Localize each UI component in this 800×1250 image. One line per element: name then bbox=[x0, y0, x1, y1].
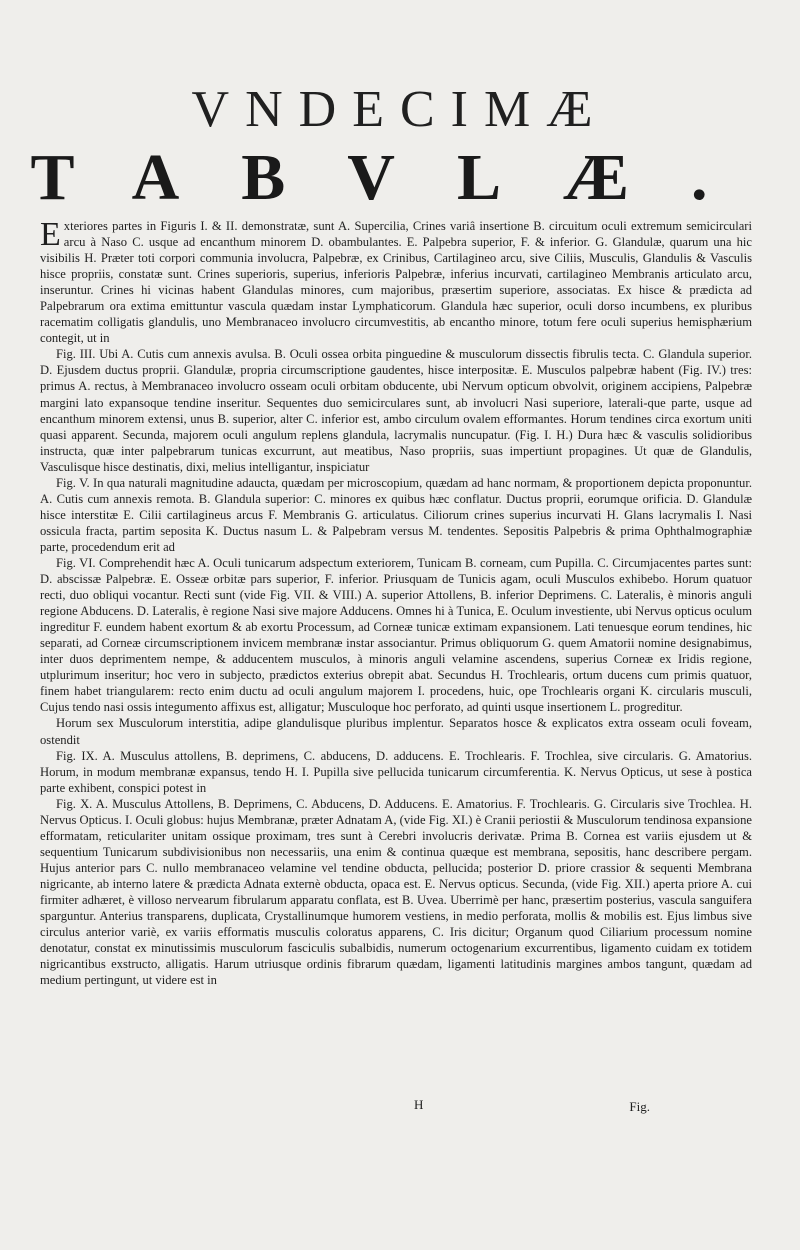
signature-mark: H bbox=[414, 1097, 424, 1112]
paragraph-2: Fig. III. Ubi A. Cutis cum annexis avulsa. B. Oculi ossea orbita pinguedine & musculorum dissectis fibrulis tecta. C. Glandula superior. D. Ejusdem ductus proprii. Glandulæ, propria circumscriptione gaudentes, hisce interpositæ. E. Musculos palpebræ habent (Fig. IV.) tres: primus A. rectus, à Membranaceo involucro osseam oculi orbitam obducente, ubi Nervum opticum obvolvit, originem accipiens, Palpebræ margini lato expansoque tendine inseritur. Sequentes duo semicirculares sunt, ab involucri Nasi superiore, laterali-que parte, usque ad encanthum minorem extensi, unus B. superior, alter C. inferior est, ambo circulum ovalem efformantes. Horum tendines circa exortum uniti quasi apparent. Secunda, majorem oculi angulum replens glandula, lacrymalis nuncupatur. (Fig. I. H.) Dura hæc & vasculis solidioribus instructa, quæ inter palpebrarum tunicas excurrunt, aut meatibus, Naso propriis, suas impertiunt propagines. Ut quæ de Glandulis, Vasculisque hisce destinatis, dixi, melius intelligantur, inspiciatur bbox=[40, 347, 752, 474]
page-title-line2: TABVLÆ. bbox=[30, 141, 770, 214]
paragraph-6: Fig. IX. A. Musculus attollens, B. deprimens, C. abducens, D. adducens. E. Trochlearis. F. Trochlea, sive circularis. G. Amatorius. Horum, in modum membranæ expansus, tendo H. I. Pupilla sive pellucida tunicarum circumferentia. K. Nervus Opticus, ut sese à postica parte exhibent, conspici potest in bbox=[40, 748, 752, 795]
paragraph-4: Fig. VI. Comprehendit hæc A. Oculi tunicarum adspectum exteriorem, Tunicam B. corneam, cum Pupilla. C. Circumjacentes partes sunt: D. abscissæ Palpebræ. E. Osseæ orbitæ pars superior, F. inferior. Priusquam de Tunicis agam, oculi Musculos exhibebo. Horum quatuor recti, duo obliqui vocantur. Recti sunt (vide Fig. VII. & VIII.) A. superior Attollens, B. inferior Deprimens. C. Lateralis, è minoris anguli regione Abducens. D. Lateralis, è regione Nasi sive majore Adducens. Omnes hi à Tunica, E. Oculum investiente, ubi Nervus opticus oculum ingreditur F. eundem habent exortum & ab exortu Processum, ad Corneæ tunicæ extimam expansionem. Lati tenuesque eorum tendines, hic separati, ad Corneæ circumscriptionem invicem membranæ instar associantur. Primus obliquorum G. quem Amatorii nomine designabimus, inter duos deprimentem nempe, & adducentem musculos, à minoris anguli velamine ascendens, superius Corneæ ex Iridis regione, utplurimum inseritur; hoc vero in subjecto, prædictos exterius obrepit abat. Secundus H. Trochlearis, ortum ducens cum primis quatuor, finem habet triangularem: recto enim ductu ad oculi angulum majorem I. procedens, huic, ope Trochlearis organi K. circularis musculi, Cujus tendo nasi ossis integumento affixus est, alligatur; Musculoque hoc perforato, ad quinti usque insertionem L. progreditur. bbox=[40, 555, 752, 715]
paragraph-text: xteriores partes in Figuris I. & II. demonstratæ, sunt A. Supercilia, Crines variâ insertione B. circuitum oculi extremum semicirculari arcu à Naso C. usque ad encanthum minorem D. obambulantes. E. Palpebra superior, F. & inferior. G. Glandulæ, quarum una hic visibilis H. Præter toti corpori communia involucra, Palpebræ, ex Crinibus, Cartilagineo arcu, sive Ciliis, Musculis, Glandulis & Vasculis hisce propriis, constatæ sunt. Crines superioris, superius, inferioris Palpebræ, inferius incurvati, cartilagineo Membranis articulato arcu, inseruntur. Crines hi vicinas habent Glandulas minores, cum majoribus, præsertim superiore, associatas. Ex hisce & prædicta ad Palpebrarum ora extima emittuntur vascula quædam instar Lymphaticorum. Glandula hæc superior, oculi dorso incumbens, ex pluribus racematim colligatis glandulis, uno Membranaceo involucro circumvestitis, ab encantho minore, totum fere oculi superius hemisphærium contegit, ut in bbox=[40, 219, 752, 346]
drop-cap: E bbox=[40, 216, 61, 253]
paragraph-3: Fig. V. In qua naturali magnitudine adaucta, quædam per microscopium, quædam ad hanc normam, & proportionem depicta proponuntur. A. Cutis cum annexis remota. B. Glandula superior: C. minores ex quibus hæc conflatur. Ductus proprii, eorumque orificia. D. Glandulæ hisce interstitæ E. Cilii cartilagineus arcus F. Membranis G. articulatus. Ciliorum crines superius incurvati H. Glans lacrymalis I. Nasi ossicula fracta, partim seposita K. Ductus nasum L. & Palpebram versus M. tendentes. Sepositis Palpebris & prima Ophthalmographiæ parte, procedendum erit ad bbox=[40, 475, 752, 554]
paragraph-1 bbox=[40, 218, 752, 346]
paragraph-7: Fig. X. A. Musculus Attollens, B. Deprimens, C. Abducens, D. Adducens. E. Amatorius. F. Trochlearis. G. Circularis sive Trochlea. H. Nervus Opticus. I. Oculi globus: hujus Membranæ, præter Adnatam A, (vide Fig. XI.) è Cranii periostii & Musculorum tendinosa expansione efformatam, reticulariter unitam ossique proximam, tres sunt à Cerebri involucris derivatæ. Prima B. Cornea est variis ejusdem ut & sequentium Tunicarum subdivisionibus non necessariis, una enim & continua quæque est membrana, sepositis, hanc describere pergam. Hujus anterior pars C. nullo membranaceo velamine vel tendine obducta, pellucida; posterior D. priore crassior & sequenti Membrana nigricante, ab interno latere & prædicta Adnata externè obducta, opaca est. E. Nervus opticus. Secunda, (vide Fig. XII.) aperta priore A. cui firmiter adhæret, è villoso nervearum fibrularum apparatu conflata, est B. Uvea. Uberrimè per hanc, præsertim posterius, vascula sanguifera sparguntur. Anterius transparens, duplicata, Crystallinumque humorem vestiens, in medio perforata, mollis & mobilis est. Ejus limbus sive circulus anterior variè, ex variis efformatis musculis coloratus apparens, C. Iris dicitur; Organum quod Ciliarium processum nomine denotatur, constat ex minutissimis musculorum fasciculis subalbidis, numerum octogenarium excurrentibus, ligamento cuidam ex totidem nigricantibus exstructo, alligatis. Harum utriusque ordinis fibrarum quædam, ligamenti latitudinis margines ambos tangunt, quædam ad medium pertingunt, ut videre est in bbox=[40, 796, 752, 988]
body-text bbox=[40, 218, 752, 988]
page-title-line1: VNDECIMÆ bbox=[191, 81, 609, 138]
paragraph-5: Horum sex Musculorum interstitia, adipe glandulisque pluribus implentur. Separatos hosce & explicatos extra osseam oculi foveam, ostendit bbox=[40, 716, 752, 747]
catchword: Fig. bbox=[629, 1099, 650, 1114]
